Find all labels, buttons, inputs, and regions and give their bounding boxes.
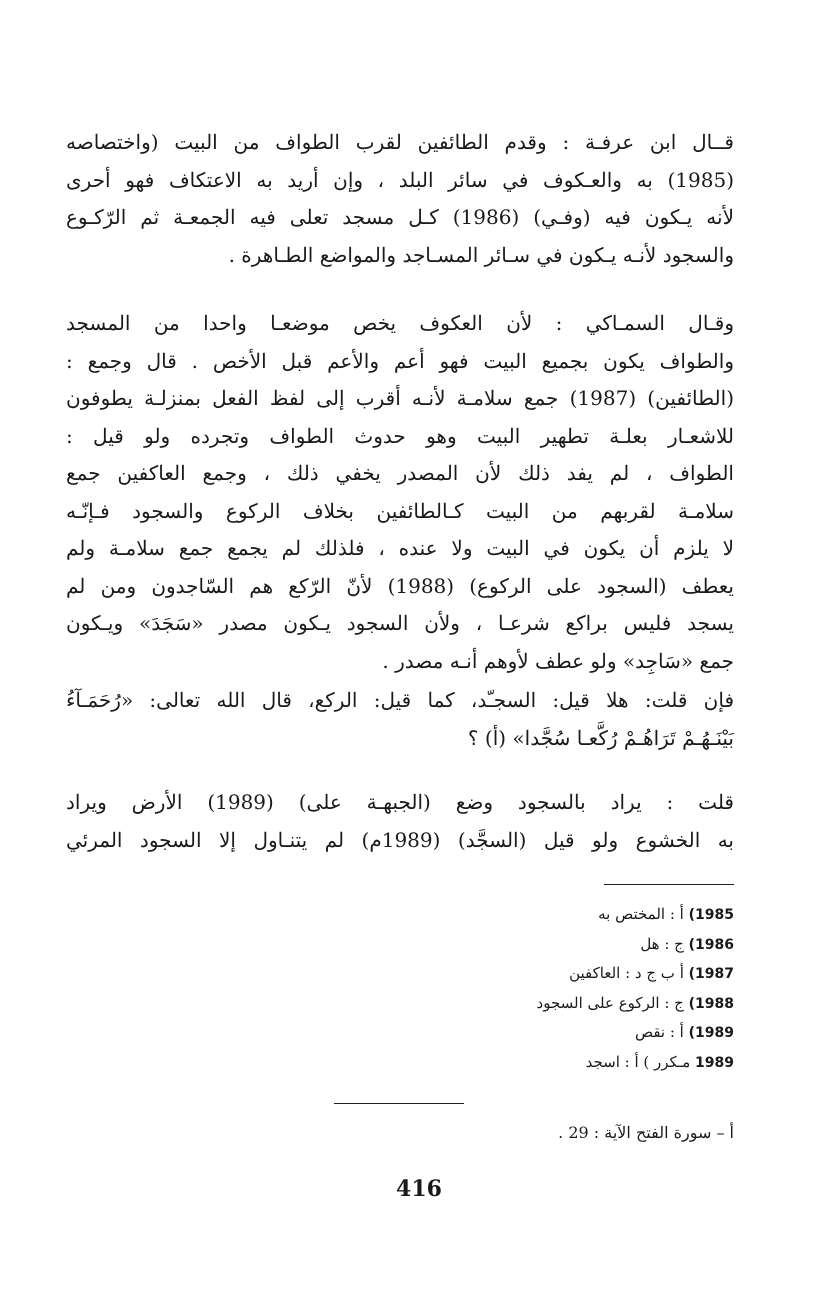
text-line: لأنه يـكون فيه (وفـي) (1986) كـل مسجد تعلى فيه الجمعـة ثم الرّكـوع xyxy=(66,205,735,229)
footnote-item xyxy=(537,959,734,989)
footnote-item xyxy=(537,1048,734,1078)
footnote-text: أ ب ج د : العاكفين xyxy=(569,964,689,982)
footnote-item xyxy=(537,930,734,960)
text-line: (الطائفين) (1987) جمع سلامـة لأنـه أقرب إلى لفظ الفعل بمنزلـة يطوفون xyxy=(66,386,734,410)
footnote-text: ج : الركوع على السجود xyxy=(536,993,689,1012)
footnote-text: أ : المختص به xyxy=(598,905,689,923)
paragraph-question xyxy=(66,682,734,757)
text-line: بَيْنَـهُـمْ تَرَاهُـمْ رُكَّعـا سُجَّدا» (أ) ؟ xyxy=(467,725,734,750)
footnote-number: 1987) xyxy=(688,966,734,982)
footnote-text: أ : نقص xyxy=(634,1023,689,1041)
text-line: يسجد فليس براكع شرعـا ، ولأن السجود يـكون مصدر «سَجَدَ» ويـكون xyxy=(66,611,734,635)
text-line: قلت : يراد بالسجود وضع (الجبهـة على) (1989) الأرض ويراد xyxy=(66,790,734,814)
text-line: يعطف (السجود على الركوع) (1988) لأنّ الرّكع هم السّاجدون ومن لم xyxy=(66,573,734,598)
footnote-divider xyxy=(604,884,734,885)
quran-reference: أ – سورة الفتح الآية : 29 . xyxy=(558,1123,734,1142)
footnote-number: 1988) xyxy=(688,995,734,1012)
text-line: (1985) به والعـكوف في سائر البلد ، وإن أريد به الاعتكاف فهو أحرى xyxy=(66,167,734,192)
page-number: 416 xyxy=(396,1176,442,1202)
footnote-number: 1989) xyxy=(688,1025,734,1041)
text-line: والسجود لأنـه يـكون في سـائر المسـاجد والمواضع الطـاهرة . xyxy=(228,242,734,267)
footnote-item xyxy=(537,900,734,930)
text-line: للاشعـار بعلـة تطهير البيت وهو حدوث الطواف وتجرده ولو قيل : xyxy=(66,423,734,448)
paragraph-samaki xyxy=(66,305,734,680)
paragraph-answer xyxy=(66,784,734,859)
footnote-number: 1985) xyxy=(688,907,734,923)
footnotes-list xyxy=(537,900,734,1077)
text-line: لا يلزم أن يكون في البيت ولا عنده ، فلذلك لم يجمع جمع سلامـة ولم xyxy=(66,536,735,560)
footnote-item xyxy=(537,989,734,1019)
reference-divider xyxy=(334,1103,464,1104)
footnote-number: 1989 xyxy=(695,1054,734,1071)
text-line: وقـال السمـاكي : لأن العكوف يخص موضعـا واحدا من المسجد xyxy=(66,311,734,335)
footnote-item xyxy=(537,1018,734,1048)
footnote-text: ج : هل xyxy=(640,934,689,953)
text-line: جمع «سَاجِد» ولو عطف لأوهم أنـه مصدر . xyxy=(382,648,734,673)
paragraph-ibn-arafa xyxy=(66,124,734,274)
footnote-number: 1986) xyxy=(688,936,734,953)
text-line: فإن قلت: هلا قيل: السجـّد، كما قيل: الركع، قال الله تعالى: «رُحَمَـآءُ xyxy=(66,688,734,712)
footnote-text: مـكرر ) أ : اسجد xyxy=(585,1052,696,1071)
text-line: قــال ابن عرفـة : وقدم الطائفين لقرب الطواف من البيت (واختصاصه xyxy=(66,130,734,154)
text-line: سلامـة لقربهم من البيت كـالطائفين بخلاف الركوع والسجود فـإنّـه xyxy=(66,498,734,523)
text-line: والطواف يكون بجميع البيت فهو أعم والأعم قبل الأخص . قال وجمع : xyxy=(66,348,734,373)
text-line: الطواف ، لم يفد ذلك لأن المصدر يخفي ذلك ، وجمع العاكفين جمع xyxy=(66,461,734,485)
text-line: به الخشوع ولو قيل (السجَّد) (1989م) لم يتنـاول إلا السجود المرئي xyxy=(66,827,734,852)
